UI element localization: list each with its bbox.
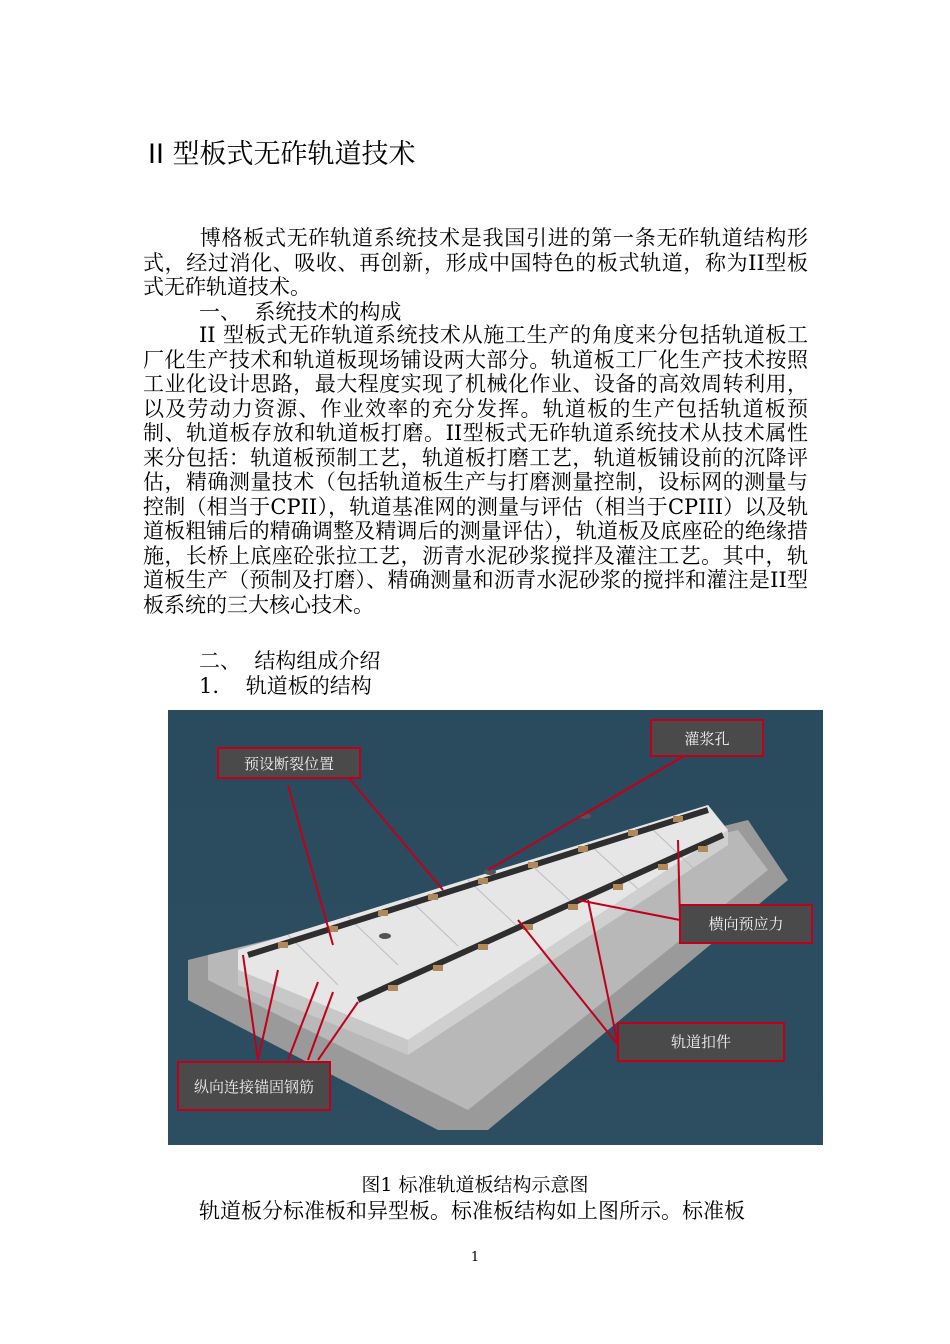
subsection-heading: 1. 轨道板的结构 <box>199 674 372 698</box>
continuation-line: 轨道板分标准板和异型板。标准板结构如上图所示。标准板 <box>199 1199 745 1223</box>
label-preset-break <box>218 748 360 778</box>
intro-paragraph-text: 博格板式无砟轨道系统技术是我国引进的第一条无砟轨道结构形式，经过消化、吸收、再创新，形成中国特色的板式轨道，称为II型板式无砟轨道技术。 <box>143 226 808 299</box>
page-title: II 型板式无砟轨道技术 <box>148 139 416 170</box>
section-heading-2: 二、 结构组成介绍 <box>199 649 381 673</box>
page-number: 1 <box>470 1250 480 1265</box>
figure-caption: 图1 标准轨道板结构示意图 <box>361 1174 589 1196</box>
label-grout-hole-text: 灌浆孔 <box>684 730 730 748</box>
label-transverse-prestress-text: 横向预应力 <box>708 915 784 933</box>
label-longitudinal-rebar-text: 纵向连接锚固钢筋 <box>193 1078 315 1096</box>
track-slab-diagram <box>168 710 823 1145</box>
track-slab-figure <box>168 710 823 1145</box>
label-rail-fastener-text: 轨道扣件 <box>670 1033 732 1051</box>
label-rail-fastener <box>618 1023 784 1061</box>
intro-paragraph <box>143 226 808 300</box>
label-transverse-prestress <box>680 905 812 943</box>
label-longitudinal-rebar <box>178 1062 330 1110</box>
label-grout-hole <box>651 720 763 756</box>
label-preset-break-text: 预设断裂位置 <box>243 755 335 773</box>
system-paragraph <box>143 323 808 617</box>
system-paragraph-text: II 型板式无砟轨道系统技术从施工生产的角度来分包括轨道板工厂化生产技术和轨道板现场铺设两大部分。轨道板工厂化生产技术按照工业化设计思路，最大程度实现了机械化作业、设备的高效周转利用，以及劳动力资源、作业效率的充分发挥。轨道板的生产包括轨道板预制、轨道板存放和轨道板打磨。II型板式无砟轨道系统技术从技术属性来分包括：轨道板预制工艺，轨道板打磨工艺，轨道板铺设前的沉降评估，精确测量技术（包括轨道板生产与打磨测量控制，设标网的测量与控制（相当于CPII），轨道基准网的测量与评估（相当于CPIII）以及轨道板粗铺后的精确调整及精调后的测量评估），轨道板及底座砼的绝缘措施，长桥上底座砼张拉工艺，沥青水泥砂浆搅拌及灌注工艺。其中，轨道板生产（预制及打磨）、精确测量和沥青水泥砂浆的搅拌和灌注是II型板系统的三大核心技术。 <box>143 323 808 617</box>
section-heading-1: 一、 系统技术的构成 <box>199 300 402 324</box>
